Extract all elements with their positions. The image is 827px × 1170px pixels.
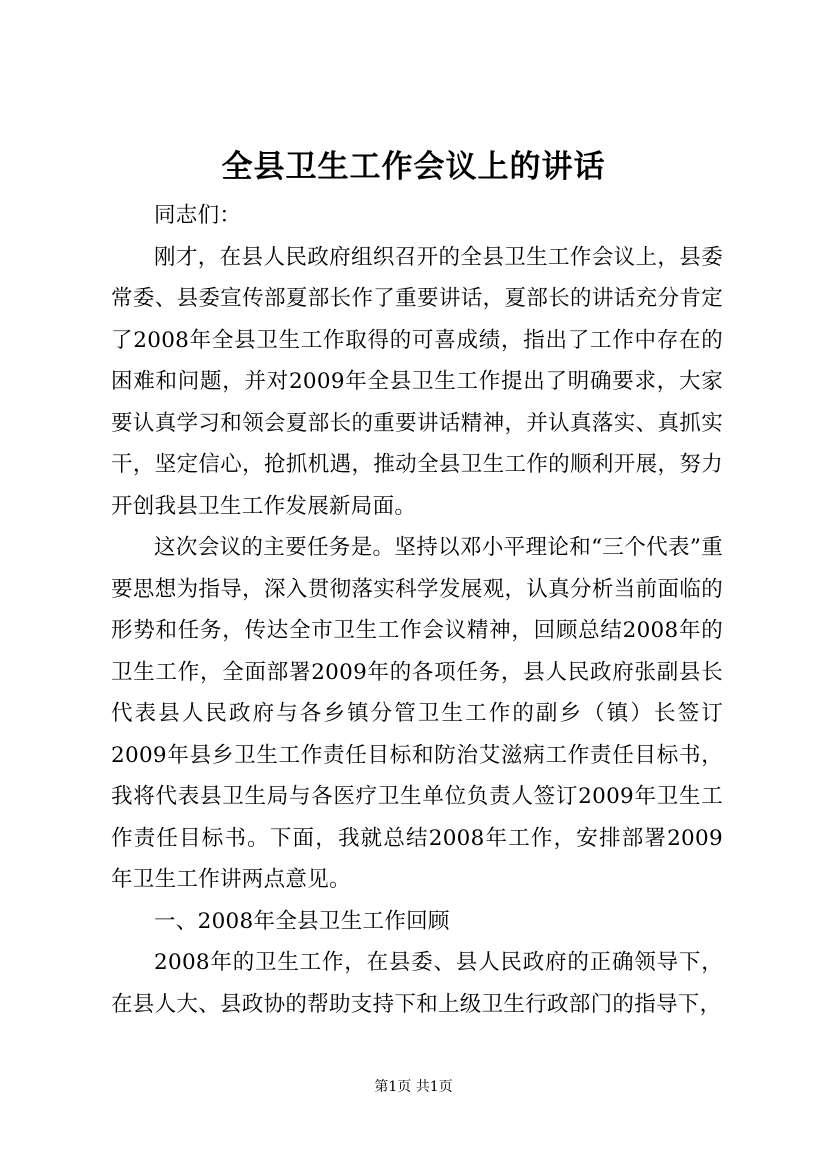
document-title: 全县卫生工作会议上的讲话: [221, 149, 606, 185]
body-paragraph: 刚才，在县人民政府组织召开的全县卫生工作会议上，县委常委、县委宣传部夏部长作了重要讲话，夏部长的讲话充分肯定了2008年全县卫生工作取得的可喜成绩，指出了工作中存在的困难和问题，并对2009年全县卫生工作提出了明确要求，大家要认真学习和领会夏部长的重要讲话精神，并认真落实、真抓实干，坚定信心，抢抓机遇，推动全县卫生工作的顺利开展，努力开创我县卫生工作发展新局面。: [111, 244, 723, 519]
page-footer: 第1页 共1页: [374, 1079, 453, 1095]
salutation-paragraph: 同志们：: [154, 203, 242, 228]
body-paragraph: 这次会议的主要任务是。坚持以邓小平理论和“三个代表”重要思想为指导，深入贯彻落实科学发展观，认真分析当前面临的形势和任务，传达全市卫生工作会议精神，回顾总结2008年的卫生工作，全面部署2009年的各项任务，县人民政府张副县长代表县人民政府与各乡镇分管卫生工作的副乡（镇）长签订2009年县乡卫生工作责任目标和防治艾滋病工作责任目标书，我将代表县卫生局与各医疗卫生单位负责人签订2009年卫生工作责任目标书。下面，我就总结2008年工作，安排部署2009年卫生工作讲两点意见。: [111, 535, 723, 892]
section-heading: 一、2008年全县卫生工作回顾: [154, 908, 450, 934]
document-body: [111, 195, 723, 1025]
body-paragraph: 2008年的卫生工作，在县委、县人民政府的正确领导下，在县人大、县政协的帮助支持下和上级卫生行政部门的指导下，: [111, 950, 723, 1017]
